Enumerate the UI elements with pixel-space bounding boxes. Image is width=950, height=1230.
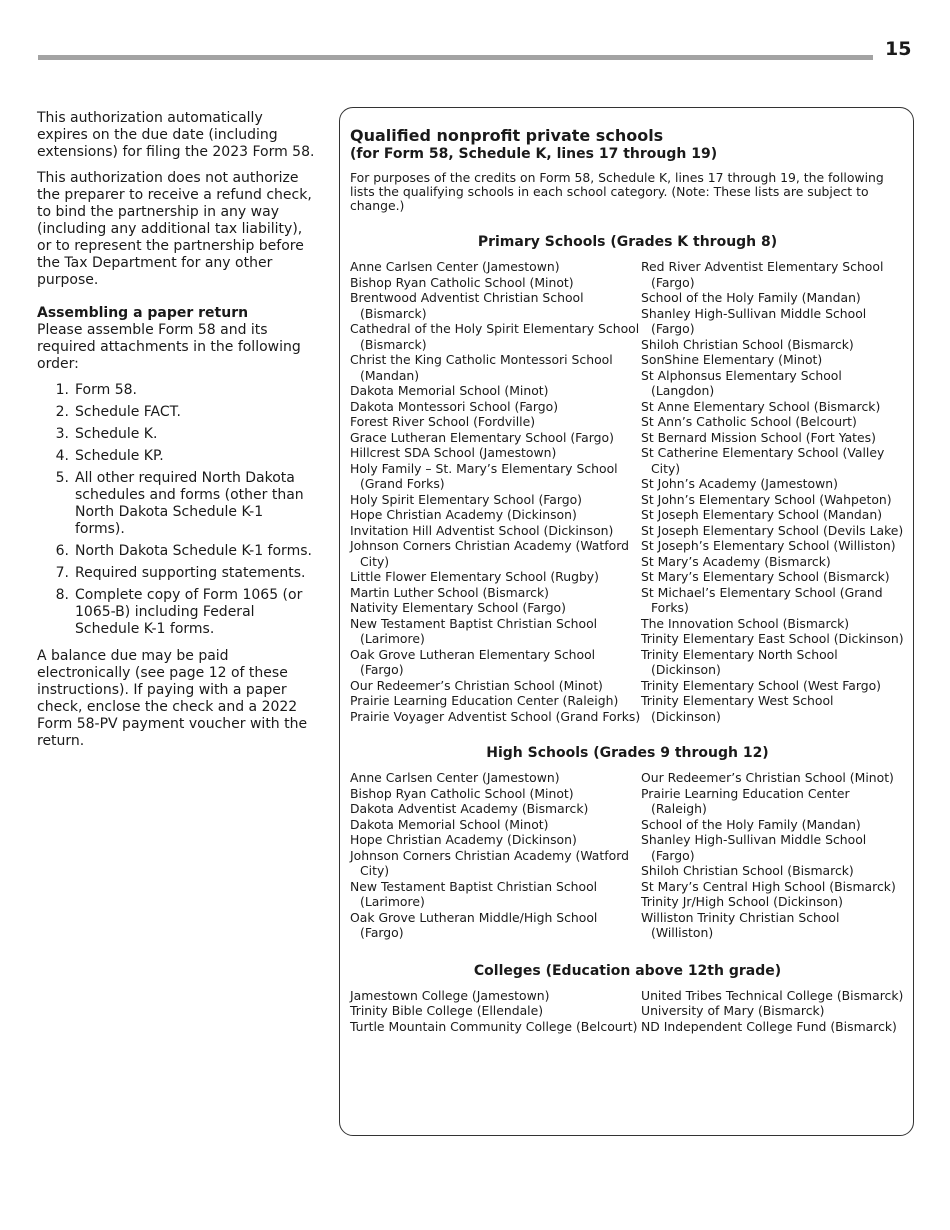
- school-entry: Christ the King Catholic Montessori School (Mandan): [350, 352, 613, 383]
- assembling-intro: Please assemble Form 58 and its required attachments in the following order:: [37, 322, 301, 372]
- school-entry: St Joseph Elementary School (Mandan): [641, 507, 883, 522]
- school-entry: Grace Lutheran Elementary School (Fargo): [350, 429, 614, 445]
- school-entry: Shanley High-Sullivan Middle School (Fargo): [641, 832, 867, 863]
- qualified-schools-box: [339, 107, 914, 1136]
- school-entry: The Innovation School (Bismarck): [641, 615, 850, 631]
- list-item: [37, 404, 315, 421]
- school-entry: Williston Trinity Christian School (Williston): [641, 909, 840, 940]
- box-intro: For purposes of the credits on Form 58, Schedule K, lines 17 through 19, the following lists the qualifying schools in each school category. (Note: These lists are subject to change.): [350, 170, 884, 213]
- school-entry: Red River Adventist Elementary School (Fargo): [641, 259, 884, 290]
- colleges-right-column: [641, 988, 905, 1035]
- school-entry: Nativity Elementary School (Fargo): [350, 600, 566, 615]
- school-entry: St Bernard Mission School (Fort Yates): [641, 429, 876, 445]
- list-text: Form 58.: [75, 382, 137, 398]
- list-number: 5.: [55, 470, 69, 486]
- high-right-column: [641, 770, 905, 941]
- high-schools-heading: High Schools (Grades 9 through 12): [486, 745, 769, 761]
- authorization-scope-paragraph: This authorization does not authorize the preparer to receive a refund check, to bind the partnership in any way (including any additional tax liability), or to represent the partnership before the Tax Department for any other purpose.: [37, 170, 312, 288]
- school-entry: Brentwood Adventist Christian School (Bismarck): [350, 290, 584, 321]
- school-entry: Holy Family – St. Mary’s Elementary School (Grand Forks): [350, 460, 618, 491]
- school-entry: Holy Spirit Elementary School (Fargo): [350, 491, 583, 507]
- primary-right-column: [641, 259, 905, 724]
- colleges-left-column: [350, 988, 641, 1035]
- list-number: 8.: [55, 587, 69, 603]
- list-text: All other required North Dakota schedules and forms (other than North Dakota Schedule K-1 forms).: [75, 470, 304, 537]
- school-entry: New Testament Baptist Christian School (Larimore): [350, 615, 598, 646]
- school-entry: Trinity Elementary North School (Dickinson): [641, 646, 838, 677]
- list-item: [37, 587, 315, 638]
- school-entry: Trinity Elementary School (West Fargo): [641, 677, 882, 693]
- colleges-heading: Colleges (Education above 12th grade): [473, 962, 782, 979]
- school-entry: Turtle Mountain Community College (Belcourt): [350, 1018, 638, 1034]
- school-entry: St Mary’s Academy (Bismarck): [641, 553, 831, 569]
- school-entry: St Catherine Elementary School (Valley City): [641, 445, 885, 476]
- list-number: 3.: [55, 426, 69, 442]
- box-subtitle: (for Form 58, Schedule K, lines 17 through 19): [350, 146, 718, 162]
- school-entry: Prairie Learning Education Center (Raleigh): [350, 693, 619, 708]
- school-entry: Dakota Memorial School (Minot): [350, 383, 549, 398]
- primary-schools-list: [350, 259, 905, 724]
- high-schools-list: [350, 770, 905, 941]
- list-item: [37, 448, 315, 465]
- school-entry: Trinity Jr/High School (Dickinson): [641, 894, 843, 909]
- school-entry: Dakota Montessori School (Fargo): [350, 398, 559, 414]
- school-entry: St Joseph’s Elementary School (Williston): [641, 538, 896, 553]
- school-entry: Johnson Corners Christian Academy (Watford City): [350, 847, 629, 878]
- school-entry: ND Independent College Fund (Bismarck): [641, 1018, 897, 1034]
- school-entry: Dakota Memorial School (Minot): [350, 816, 549, 832]
- page-number: 15: [885, 38, 912, 60]
- school-entry: Little Flower Elementary School (Rugby): [350, 569, 599, 584]
- school-entry: Oak Grove Lutheran Elementary School (Fargo): [350, 646, 596, 677]
- school-entry: Hope Christian Academy (Dickinson): [350, 832, 577, 847]
- school-entry: St John’s Elementary School (Wahpeton): [641, 491, 892, 507]
- school-entry: St Mary’s Elementary School (Bismarck): [641, 569, 890, 584]
- school-entry: Cathedral of the Holy Spirit Elementary School (Bismarck): [350, 321, 640, 352]
- school-entry: Prairie Learning Education Center (Raleigh): [641, 785, 850, 816]
- school-entry: St Joseph Elementary School (Devils Lake): [641, 522, 904, 538]
- school-entry: Our Redeemer’s Christian School (Minot): [350, 677, 603, 693]
- list-text: Schedule KP.: [75, 448, 164, 464]
- list-text: Schedule K.: [75, 426, 158, 442]
- high-left-column: [350, 770, 641, 941]
- school-entry: Shiloh Christian School (Bismarck): [641, 863, 854, 878]
- school-entry: Jamestown College (Jamestown): [350, 987, 550, 1003]
- assembling-heading: Assembling a paper return: [37, 305, 249, 321]
- list-number: 6.: [55, 543, 69, 559]
- school-entry: Shiloh Christian School (Bismarck): [641, 336, 854, 352]
- school-entry: New Testament Baptist Christian School (Larimore): [350, 878, 598, 909]
- school-entry: School of the Holy Family (Mandan): [641, 290, 861, 305]
- list-number: 4.: [55, 448, 69, 464]
- school-entry: Anne Carlsen Center (Jamestown): [350, 770, 560, 785]
- balance-due-paragraph: A balance due may be paid electronically (see page 12 of these instructions). If paying with a paper check, enclose the check and a 2022 Form 58-PV payment voucher with the return.: [37, 648, 308, 749]
- list-item: [37, 543, 315, 560]
- school-entry: Shanley High-Sullivan Middle School (Fargo): [641, 305, 867, 336]
- school-entry: Anne Carlsen Center (Jamestown): [350, 259, 560, 274]
- school-entry: Oak Grove Lutheran Middle/High School (Fargo): [350, 909, 598, 940]
- school-entry: Our Redeemer’s Christian School (Minot): [641, 770, 894, 785]
- header-rule: [38, 55, 873, 60]
- list-number: 7.: [55, 565, 69, 581]
- list-number: 2.: [55, 404, 69, 420]
- school-entry: St Michael’s Elementary School (Grand Forks): [641, 584, 883, 615]
- school-entry: Trinity Bible College (Ellendale): [350, 1003, 544, 1018]
- school-entry: St John’s Academy (Jamestown): [641, 476, 838, 491]
- school-entry: Trinity Elementary East School (Dickinson): [641, 631, 904, 646]
- list-text: Required supporting statements.: [75, 565, 306, 581]
- list-number: 1.: [55, 382, 69, 398]
- school-entry: United Tribes Technical College (Bismarck): [641, 987, 904, 1003]
- primary-left-column: [350, 259, 641, 724]
- school-entry: Bishop Ryan Catholic School (Minot): [350, 785, 574, 801]
- school-entry: Forest River School (Fordville): [350, 414, 536, 429]
- list-text: Complete copy of Form 1065 (or 1065-B) including Federal Schedule K-1 forms.: [75, 587, 303, 637]
- school-entry: Trinity Elementary West School (Dickinson): [641, 693, 834, 724]
- authorization-expiry-paragraph: This authorization automatically expires on the due date (including extensions) for filing the 2023 Form 58.: [37, 110, 315, 160]
- school-entry: Invitation Hill Adventist School (Dickinson): [350, 522, 614, 538]
- school-entry: Prairie Voyager Adventist School (Grand Forks): [350, 708, 641, 724]
- school-entry: University of Mary (Bismarck): [641, 1003, 825, 1018]
- school-entry: School of the Holy Family (Mandan): [641, 816, 861, 832]
- list-item: [37, 382, 315, 399]
- school-entry: Johnson Corners Christian Academy (Watford City): [350, 538, 629, 569]
- list-text: Schedule FACT.: [75, 404, 181, 420]
- left-column: [37, 110, 315, 759]
- assembly-order-list: [37, 382, 315, 638]
- school-entry: Hillcrest SDA School (Jamestown): [350, 445, 557, 460]
- list-item: [37, 565, 315, 582]
- school-entry: Hope Christian Academy (Dickinson): [350, 507, 577, 522]
- school-entry: Martin Luther School (Bismarck): [350, 584, 549, 600]
- school-entry: St Alphonsus Elementary School (Langdon): [641, 367, 842, 398]
- school-entry: SonShine Elementary (Minot): [641, 352, 823, 367]
- school-entry: St Anne Elementary School (Bismarck): [641, 398, 881, 414]
- school-entry: Bishop Ryan Catholic School (Minot): [350, 274, 574, 290]
- colleges-list: [350, 988, 905, 1035]
- school-entry: St Ann’s Catholic School (Belcourt): [641, 414, 857, 429]
- primary-schools-heading: Primary Schools (Grades K through 8): [477, 234, 778, 250]
- school-entry: St Mary’s Central High School (Bismarck): [641, 878, 896, 894]
- box-title: Qualified nonprofit private schools: [350, 126, 664, 145]
- school-entry: Dakota Adventist Academy (Bismarck): [350, 801, 589, 816]
- list-item: [37, 426, 315, 443]
- list-item: [37, 470, 315, 538]
- list-text: North Dakota Schedule K-1 forms.: [75, 543, 312, 559]
